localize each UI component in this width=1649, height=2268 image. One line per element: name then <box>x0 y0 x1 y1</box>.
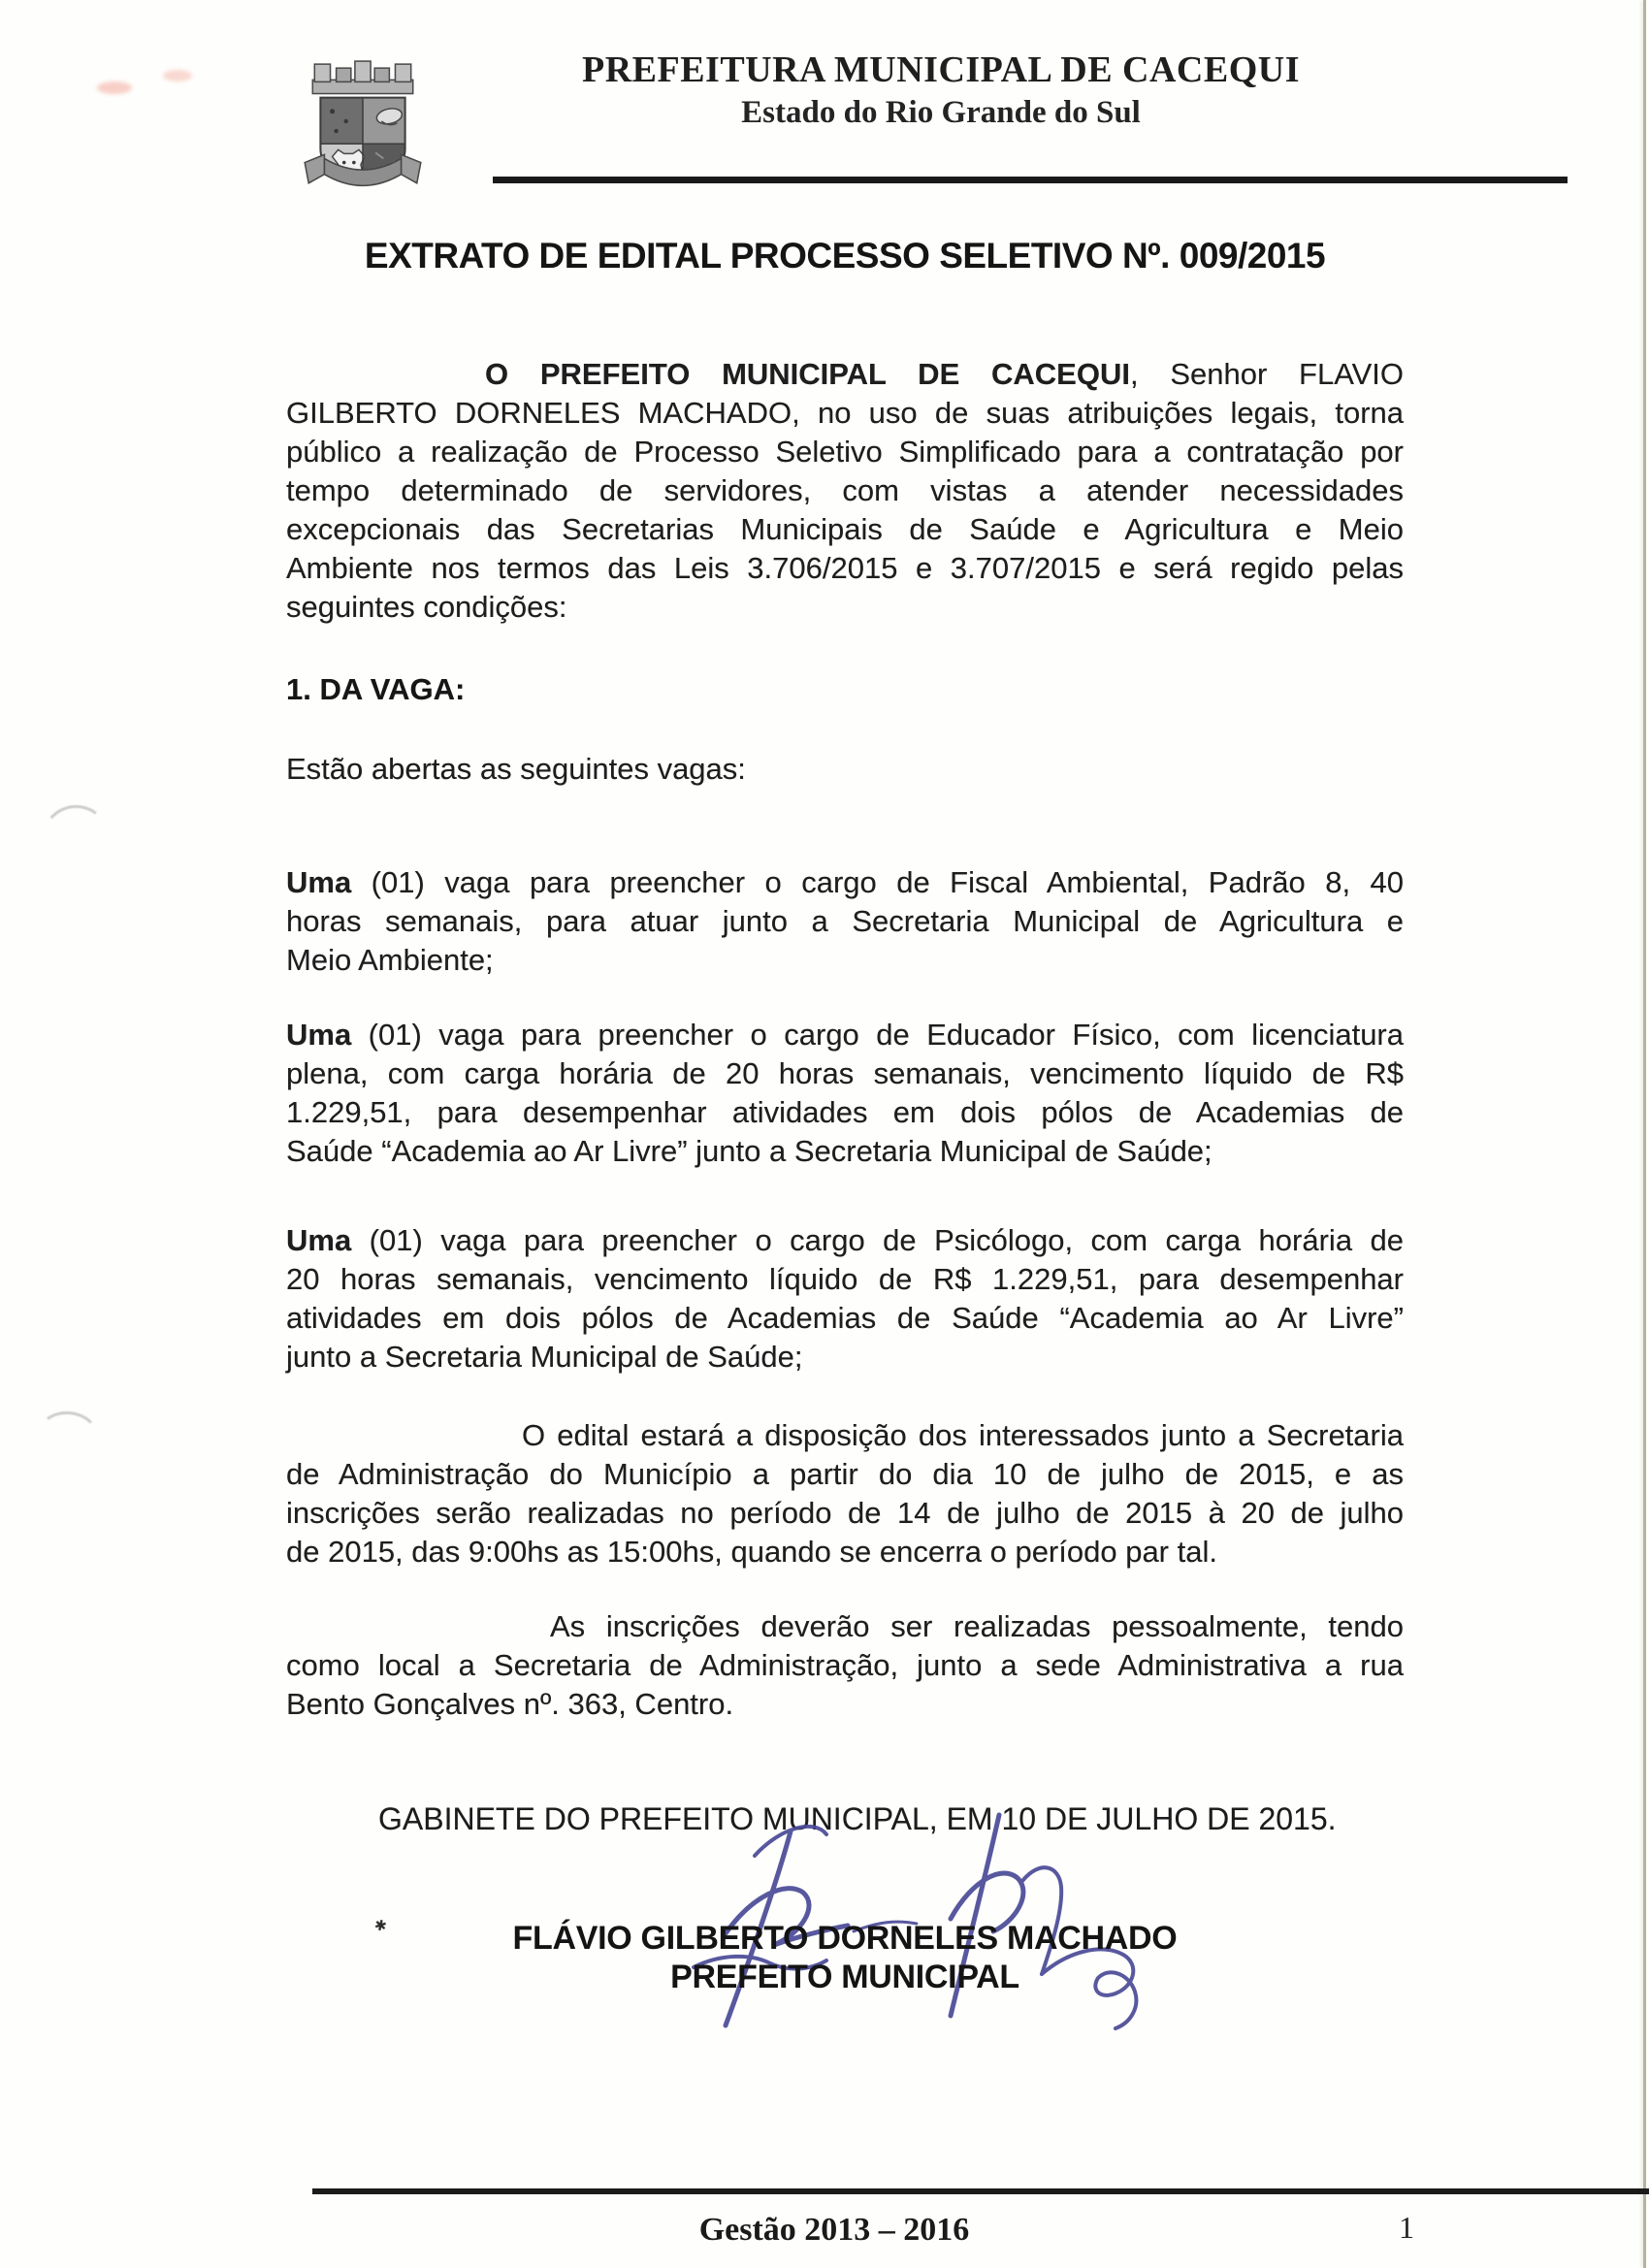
document-title: EXTRATO DE EDITAL PROCESSO SELETIVO Nº. 009/2015 <box>364 236 1326 275</box>
text-line: 1.229,51, para desempenhar atividades em dois pólos de Academias de <box>286 1095 1404 1129</box>
paragraph-vacancies-intro <box>286 750 1404 789</box>
header-divider <box>493 177 1568 183</box>
text-line: Estão abertas as seguintes vagas: <box>286 752 746 786</box>
ink-speck: ✱ <box>372 1916 389 1936</box>
scan-arc-artifact <box>35 1409 101 1464</box>
gabinete-dateline: GABINETE DO PREFEITO MUNICIPAL, EM 10 DE JULHO DE 2015. <box>378 1801 1337 1836</box>
signatory-name: FLÁVIO GILBERTO DORNELES MACHADO <box>512 1920 1178 1957</box>
text-line: seguintes condições: <box>286 590 567 624</box>
paragraph-edital-availability <box>286 1416 1404 1571</box>
text-line: de Administração do Município a partir do dia 10 de julho de 2015, e as <box>286 1457 1404 1491</box>
text-line: excepcionais das Secretarias Municipais de Saúde e Agricultura e Meio <box>286 512 1404 546</box>
text-line: plena, com carga horária de 20 horas semanais, vencimento líquido de R$ <box>286 1056 1404 1090</box>
text-line: Bento Gonçalves nº. 363, Centro. <box>286 1687 734 1721</box>
text-line: Uma (01) vaga para preencher o cargo de Educador Físico, com licenciatura <box>286 1018 1404 1052</box>
text-line: GILBERTO DORNELES MACHADO, no uso de suas atribuições legais, torna <box>286 396 1404 430</box>
text-line: público a realização de Processo Seletivo Simplificado para a contratação por <box>286 435 1404 469</box>
text-line: Ambiente nos termos das Leis 3.706/2015 e 3.707/2015 e será regido pelas <box>286 551 1404 585</box>
footer-administration-period: Gestão 2013 – 2016 <box>698 2212 970 2244</box>
text-line: Meio Ambiente; <box>286 943 494 977</box>
coat-of-arms-icon <box>299 56 427 196</box>
text-line: inscrições serão realizadas no período de 14 de julho de 2015 à 20 de julho <box>286 1496 1404 1530</box>
text-line: O PREFEITO MUNICIPAL DE CACEQUI, Senhor FLAVIO <box>485 357 1404 391</box>
text-line: As inscrições deverão ser realizadas pessoalmente, tendo <box>550 1609 1404 1643</box>
page-number: 1 <box>1399 2210 1414 2245</box>
text-line: Uma (01) vaga para preencher o cargo de Psicólogo, com carga horária de <box>286 1223 1404 1257</box>
text-line: atividades em dois pólos de Academias de Saúde “Academia ao Ar Livre” <box>286 1301 1404 1335</box>
text-line: como local a Secretaria de Administração, junto a sede Administrativa a rua <box>286 1648 1404 1682</box>
paragraph-vacancy-psicologo <box>286 1221 1404 1377</box>
organization-subtitle: Estado do Rio Grande do Sul <box>741 95 1141 130</box>
text-line: junto a Secretaria Municipal de Saúde; <box>286 1340 803 1374</box>
footer-divider <box>312 2188 1649 2194</box>
section-heading-da-vaga: 1. DA VAGA: <box>286 672 466 706</box>
signatory-role: PREFEITO MUNICIPAL <box>670 1959 1019 1995</box>
scan-edge-line <box>1643 0 1646 2268</box>
paragraph-inscricoes-local <box>286 1607 1404 1724</box>
text-line: de 2015, das 9:00hs as 15:00hs, quando se encerra o período par tal. <box>286 1535 1217 1569</box>
text-line: Uma (01) vaga para preencher o cargo de Fiscal Ambiental, Padrão 8, 40 <box>286 865 1404 899</box>
scan-smudge <box>163 70 192 81</box>
text-line: 20 horas semanais, vencimento líquido de R$ 1.229,51, para desempenhar <box>286 1262 1404 1296</box>
scan-smudge <box>97 81 132 94</box>
scan-arc-artifact <box>40 802 112 871</box>
paragraph-vacancy-fiscal-ambiental <box>286 863 1404 980</box>
paragraph-vacancy-educador-fisico <box>286 1016 1404 1171</box>
text-line: horas semanais, para atuar junto a Secretaria Municipal de Agricultura e <box>286 904 1404 938</box>
organization-name: PREFEITURA MUNICIPAL DE CACEQUI <box>581 49 1301 90</box>
text-line: O edital estará a disposição dos interessados junto a Secretaria <box>522 1418 1404 1452</box>
text-line: tempo determinado de servidores, com vistas a atender necessidades <box>286 473 1404 507</box>
text-line: Saúde “Academia ao Ar Livre” junto a Secretaria Municipal de Saúde; <box>286 1134 1212 1168</box>
paragraph-intro <box>286 355 1404 627</box>
